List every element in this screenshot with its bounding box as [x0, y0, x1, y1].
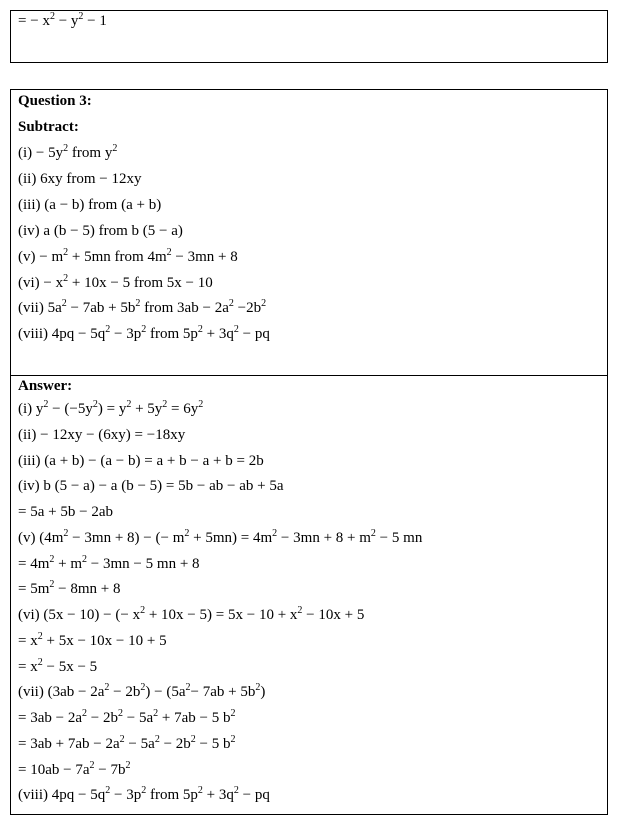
question-item: (viii) $4pq - 5q^2 - 3p^2$ from $5p^2 + 3q^2$ − pq: [18, 324, 270, 343]
question-heading: Question 3:: [18, 93, 92, 109]
answer-line: = $5m^2 - 8mn + 8$: [18, 579, 121, 598]
answer-line: (i) $y^2 - (-5y^2) = y^2 + 5y^2 = 6y^2$: [18, 399, 204, 417]
answer-line: (iii) (a + b) − (a − b) = a + b − a + b = 2b: [18, 452, 264, 469]
answer-line: = $4m^2 + m^2 - 3mn - 5$ mn + 8: [18, 553, 200, 572]
answer-line: = $10ab - 7a^2 - 7b^2$: [18, 759, 131, 778]
answer-line: = $x^2 - 5x - 5$: [18, 656, 98, 675]
answer-heading: Answer:: [18, 378, 73, 394]
question-item: (vii) $5a^2 - 7ab + 5b^2$ from $3ab - 2a^2 -2b^2$: [18, 298, 267, 317]
answer-line: (v) $(4m^2 - 3mn + 8)$ − (− $m^2 + 5mn) = 4m^2 - 3mn + 8 + m^2 - 5$ mn: [18, 527, 423, 546]
answer-line: (iv) b (5 − a) − a (b − 5) = 5b − ab − ab + 5a: [18, 478, 284, 495]
answer-line: = 5a + 5b − 2ab: [18, 504, 113, 520]
answer-box: [10, 375, 608, 815]
question-item: $(i) - 5y^2$ from $y^2$: [18, 143, 118, 161]
question-box: [10, 89, 608, 375]
answer-line: (vi) (5x − 10) − (− $x^2 + 10x - 5) = 5x - 10 + x^2 - 10x + 5$: [18, 605, 365, 623]
answer-line: (ii) − 12xy − (6xy) = −18xy: [18, 426, 186, 443]
question-item: (iii) (a − b) from (a + b): [18, 196, 162, 213]
answer-line: (viii) $4pq - 5q^2 - 3p^2$ from $5p^2 + 3q^2$ − pq: [18, 785, 270, 804]
question-instruction: Subtract:: [18, 119, 79, 135]
question-item: (ii) 6xy from − 12xy: [18, 170, 142, 187]
answer-line: = $3ab + 7ab - 2a^2 - 5a^2 - 2b^2 - 5$ $b^2$: [18, 733, 236, 752]
answer-line: (vii) $(3ab - 2a^2 - 2b^2) - (5a^2- 7ab + 5b^2)$: [18, 682, 266, 701]
question-item: $(vi) - x^2 + 10x - 5$ from 5x − 10: [18, 272, 213, 291]
previous-answer-line: = − $x^2 - y^2 - 1$: [18, 11, 107, 29]
question-item: $(v) - m^2 + 5mn$ from $4m^2 - 3mn + 8$: [18, 246, 238, 265]
answer-line: = $3ab - 2a^2 - 2b^2 - 5a^2 + 7ab - 5$ $b^2$: [18, 708, 236, 726]
answer-line: = $x^2 + 5x - 10x - 10 + 5$: [18, 630, 167, 649]
question-item: (iv) a (b − 5) from b (5 − a): [18, 222, 183, 239]
previous-answer-box: [10, 10, 608, 63]
